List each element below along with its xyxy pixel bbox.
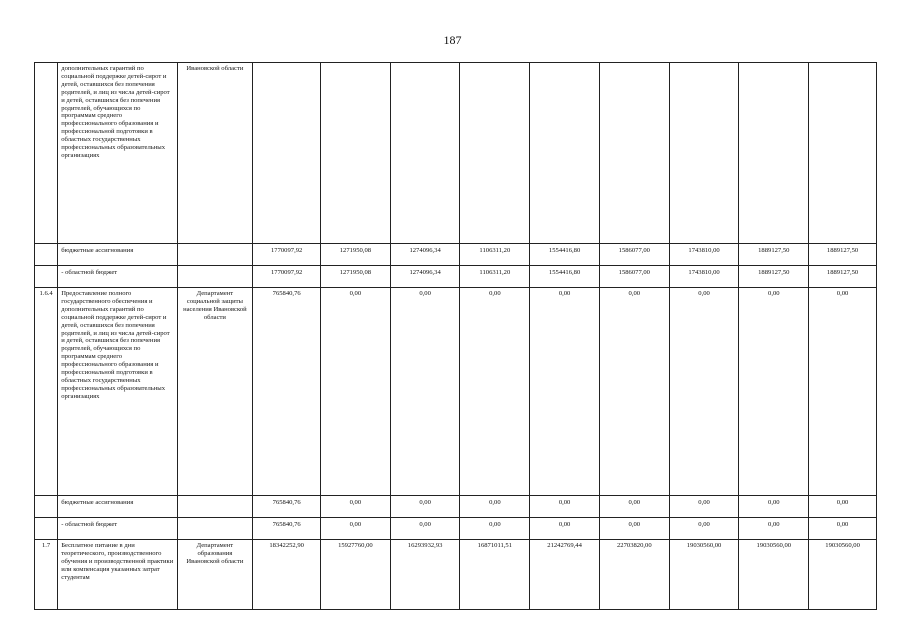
row-description: - областной бюджет [58,518,177,540]
value-cell: 0,00 [739,288,809,496]
value-cell: 1271950,08 [321,244,391,266]
value-cell: 1274096,34 [390,266,460,288]
value-cell [739,63,809,244]
value-cell: 19030560,00 [669,540,739,610]
value-cell: 0,00 [530,496,600,518]
value-cell [599,63,669,244]
value-cell: 0,00 [669,496,739,518]
value-cell [809,63,877,244]
value-cell: 765840,76 [253,518,321,540]
table-row [35,496,877,518]
value-cell: 1586077,00 [599,266,669,288]
value-cell: 0,00 [321,288,391,496]
value-cell: 0,00 [460,518,530,540]
value-cell: 0,00 [321,496,391,518]
value-cell [530,63,600,244]
value-cell: 1889127,50 [809,266,877,288]
row-executor: Ивановской области [177,63,253,244]
value-cell: 1106311,20 [460,266,530,288]
row-description: Предоставление полного государственного обеспечения и дополнительных гарантий по социальной поддержке детей-сирот и детей, оставшихся без попечения родителей, и лиц из числа детей-сирот и детей, оставшихся без попечения родителей, обучающихся по программам среднего профессионального образования и профессиональной подготовки в областных государственных профессиональных образовательных организациях [58,288,177,496]
value-cell: 0,00 [809,518,877,540]
value-cell: 1106311,20 [460,244,530,266]
value-cell: 1554416,80 [530,244,600,266]
value-cell: 0,00 [739,496,809,518]
table-row [35,518,877,540]
table-row [35,244,877,266]
value-cell: 1770097,92 [253,244,321,266]
table-row [35,288,877,496]
row-code [35,518,58,540]
value-cell: 16293932,93 [390,540,460,610]
row-description: Бесплатное питание в дни теоретического, производственного обучения и производственной практики или компенсация указанных затрат студентам [58,540,177,610]
value-cell: 0,00 [669,518,739,540]
value-cell [390,63,460,244]
row-executor: Департамент социальной защиты населения Ивановской области [177,288,253,496]
value-cell: 1770097,92 [253,266,321,288]
row-code [35,244,58,266]
value-cell: 0,00 [530,518,600,540]
row-description: бюджетные ассигнования [58,496,177,518]
value-cell: 0,00 [669,288,739,496]
row-executor [177,244,253,266]
value-cell [460,63,530,244]
value-cell [321,63,391,244]
value-cell: 1743810,00 [669,266,739,288]
value-cell: 1889127,50 [739,244,809,266]
row-executor [177,518,253,540]
value-cell: 0,00 [530,288,600,496]
value-cell: 16871011,51 [460,540,530,610]
table-row [35,266,877,288]
value-cell: 0,00 [390,518,460,540]
row-code [35,496,58,518]
value-cell: 1586077,00 [599,244,669,266]
value-cell: 765840,76 [253,288,321,496]
row-code: 1.6.4 [35,288,58,496]
row-description: - областной бюджет [58,266,177,288]
value-cell: 0,00 [739,518,809,540]
row-code: 1.7 [35,540,58,610]
value-cell: 0,00 [460,496,530,518]
value-cell: 1889127,50 [739,266,809,288]
table-row [35,540,877,610]
value-cell: 22703820,00 [599,540,669,610]
value-cell: 0,00 [809,288,877,496]
value-cell: 1271950,08 [321,266,391,288]
value-cell: 0,00 [390,288,460,496]
row-description: дополнительных гарантий по социальной поддержке детей-сирот и детей, оставшихся без попечения родителей, и лиц из числа детей-сирот и детей, оставшихся без попечения родителей, обучающихся по программам среднего профессионального образования и профессиональной подготовки в областных государственных профессиональных образовательных организациях [58,63,177,244]
value-cell [253,63,321,244]
row-code [35,266,58,288]
value-cell: 1274096,34 [390,244,460,266]
row-executor [177,496,253,518]
value-cell: 0,00 [460,288,530,496]
value-cell: 0,00 [599,288,669,496]
budget-table [34,62,877,610]
value-cell: 765840,76 [253,496,321,518]
row-executor: Департамент образования Ивановской области [177,540,253,610]
value-cell: 1743810,00 [669,244,739,266]
value-cell: 0,00 [321,518,391,540]
row-executor [177,266,253,288]
value-cell: 0,00 [599,518,669,540]
value-cell: 1554416,80 [530,266,600,288]
value-cell: 19030560,00 [739,540,809,610]
value-cell: 19030560,00 [809,540,877,610]
value-cell: 15927760,00 [321,540,391,610]
table-row [35,63,877,244]
value-cell: 0,00 [809,496,877,518]
row-description: бюджетные ассигнования [58,244,177,266]
page-number: 187 [443,33,462,47]
value-cell: 18342252,90 [253,540,321,610]
value-cell: 0,00 [599,496,669,518]
value-cell: 1889127,50 [809,244,877,266]
value-cell: 21242769,44 [530,540,600,610]
value-cell [669,63,739,244]
value-cell: 0,00 [390,496,460,518]
row-code [35,63,58,244]
